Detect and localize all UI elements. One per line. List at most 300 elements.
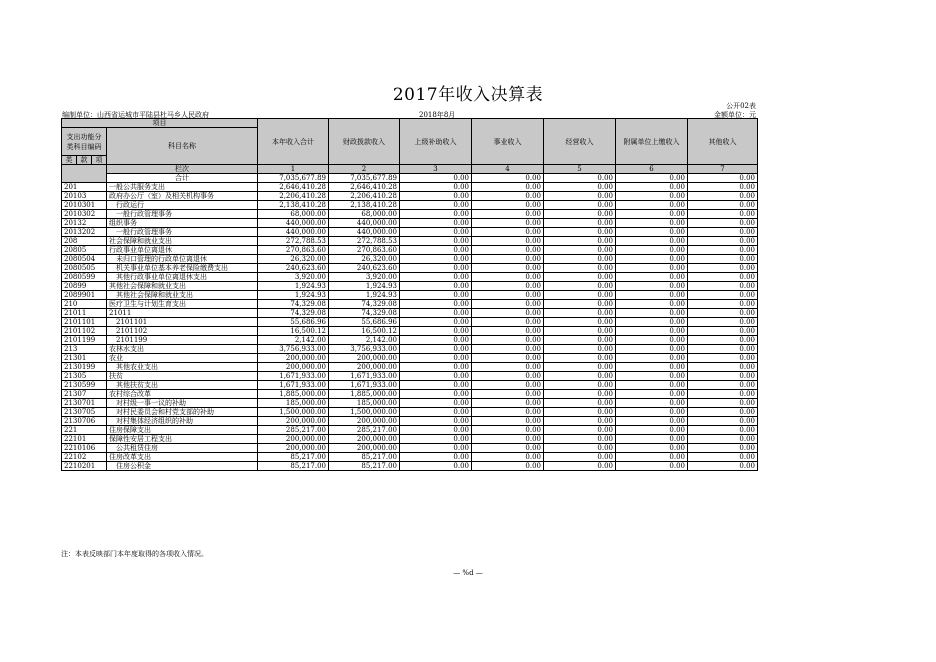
row-name: 行政运行 — [107, 201, 258, 210]
row-code: 221 — [62, 426, 107, 435]
row-fiscal: 272,788.53 — [329, 237, 400, 246]
row-code: 2080504 — [62, 255, 107, 264]
row-zero: 0.00 — [472, 336, 544, 345]
row-zero: 0.00 — [616, 453, 688, 462]
total-value: 7,035,677.89 — [329, 174, 400, 183]
row-name: 2101199 — [107, 336, 258, 345]
row-code: 21307 — [62, 390, 107, 399]
row-zero: 0.00 — [616, 327, 688, 336]
col-number: 1 — [258, 165, 329, 174]
row-zero: 0.00 — [544, 291, 616, 300]
row-zero: 0.00 — [544, 354, 616, 363]
header-col-business: 事业收入 — [472, 119, 544, 165]
row-zero: 0.00 — [400, 399, 472, 408]
row-fiscal: 1,885,000.00 — [329, 390, 400, 399]
row-zero: 0.00 — [400, 192, 472, 201]
header-spacer — [62, 165, 107, 183]
row-total: 85,217.00 — [258, 462, 329, 471]
row-zero: 0.00 — [688, 354, 758, 363]
row-zero: 0.00 — [400, 453, 472, 462]
row-zero: 0.00 — [400, 282, 472, 291]
row-zero: 0.00 — [616, 345, 688, 354]
row-zero: 0.00 — [400, 264, 472, 273]
row-zero: 0.00 — [616, 381, 688, 390]
row-zero: 0.00 — [472, 417, 544, 426]
row-name: 2101102 — [107, 327, 258, 336]
row-zero: 0.00 — [616, 183, 688, 192]
row-code: 2080599 — [62, 273, 107, 282]
row-zero: 0.00 — [472, 372, 544, 381]
row-zero: 0.00 — [688, 327, 758, 336]
row-fiscal: 1,924.93 — [329, 291, 400, 300]
row-total: 1,924.93 — [258, 282, 329, 291]
row-zero: 0.00 — [472, 381, 544, 390]
row-zero: 0.00 — [688, 282, 758, 291]
row-name: 住房保障支出 — [107, 426, 258, 435]
table-row — [62, 426, 758, 435]
amount-unit: 金额单位：元 — [714, 111, 756, 119]
total-row — [62, 174, 758, 183]
row-name: 政府办公厅（室）及相关机构事务 — [107, 192, 258, 201]
table-row — [62, 354, 758, 363]
table-row — [62, 237, 758, 246]
row-name: 保障性安居工程支出 — [107, 435, 258, 444]
row-total: 3,756,933.00 — [258, 345, 329, 354]
total-label: 合计 — [107, 174, 258, 183]
row-total: 74,329.08 — [258, 300, 329, 309]
row-zero: 0.00 — [544, 273, 616, 282]
row-zero: 0.00 — [400, 291, 472, 300]
page-marker: — %d — — [453, 569, 483, 577]
row-zero: 0.00 — [688, 264, 758, 273]
table-row — [62, 462, 758, 471]
total-value: 0.00 — [400, 174, 472, 183]
row-name: 一般行政管理事务 — [107, 210, 258, 219]
row-zero: 0.00 — [688, 237, 758, 246]
table-row — [62, 264, 758, 273]
table-note: 注：本表反映部门本年度取得的各项收入情况。 — [61, 550, 208, 558]
row-zero: 0.00 — [472, 246, 544, 255]
row-fiscal: 1,500,000.00 — [329, 408, 400, 417]
row-code: 2101101 — [62, 318, 107, 327]
row-zero: 0.00 — [544, 453, 616, 462]
row-fiscal: 270,863.60 — [329, 246, 400, 255]
row-zero: 0.00 — [472, 219, 544, 228]
header-col-operating: 经营收入 — [544, 119, 616, 165]
row-code: 20103 — [62, 192, 107, 201]
row-zero: 0.00 — [688, 201, 758, 210]
header-col-subsidiary: 附属单位上缴收入 — [616, 119, 688, 165]
row-zero: 0.00 — [688, 183, 758, 192]
row-zero: 0.00 — [616, 336, 688, 345]
row-total: 2,138,410.28 — [258, 201, 329, 210]
row-zero: 0.00 — [688, 363, 758, 372]
row-zero: 0.00 — [616, 201, 688, 210]
row-zero: 0.00 — [400, 273, 472, 282]
row-zero: 0.00 — [544, 210, 616, 219]
row-code: 208 — [62, 237, 107, 246]
row-zero: 0.00 — [400, 426, 472, 435]
total-value: 0.00 — [544, 174, 616, 183]
row-code: 21301 — [62, 354, 107, 363]
row-zero: 0.00 — [400, 462, 472, 471]
row-code: 2010301 — [62, 201, 107, 210]
row-zero: 0.00 — [472, 300, 544, 309]
table-row — [62, 435, 758, 444]
row-zero: 0.00 — [544, 372, 616, 381]
row-fiscal: 85,217.00 — [329, 453, 400, 462]
row-total: 1,924.93 — [258, 291, 329, 300]
row-zero: 0.00 — [688, 408, 758, 417]
row-zero: 0.00 — [400, 390, 472, 399]
table-row — [62, 246, 758, 255]
row-zero: 0.00 — [400, 408, 472, 417]
row-zero: 0.00 — [544, 390, 616, 399]
row-zero: 0.00 — [616, 228, 688, 237]
row-total: 440,000.00 — [258, 219, 329, 228]
row-code: 2101102 — [62, 327, 107, 336]
row-zero: 0.00 — [616, 444, 688, 453]
table-row — [62, 444, 758, 453]
header-code: 支出功能分类科目编码 — [62, 128, 107, 156]
col-number: 7 — [688, 165, 758, 174]
row-zero: 0.00 — [400, 201, 472, 210]
row-zero: 0.00 — [400, 210, 472, 219]
row-zero: 0.00 — [616, 462, 688, 471]
row-zero: 0.00 — [544, 381, 616, 390]
row-fiscal: 240,623.60 — [329, 264, 400, 273]
total-value: 0.00 — [688, 174, 758, 183]
table-row — [62, 318, 758, 327]
row-total: 3,920.00 — [258, 273, 329, 282]
row-zero: 0.00 — [400, 417, 472, 426]
row-zero: 0.00 — [400, 237, 472, 246]
row-total: 440,000.00 — [258, 228, 329, 237]
total-value: 0.00 — [616, 174, 688, 183]
row-fiscal: 74,329.08 — [329, 300, 400, 309]
table-row — [62, 300, 758, 309]
row-zero: 0.00 — [616, 264, 688, 273]
row-zero: 0.00 — [544, 264, 616, 273]
row-fiscal: 185,000.00 — [329, 399, 400, 408]
row-fiscal: 200,000.00 — [329, 363, 400, 372]
col-number: 3 — [400, 165, 472, 174]
row-name: 住房公积金 — [107, 462, 258, 471]
row-zero: 0.00 — [472, 237, 544, 246]
row-fiscal: 85,217.00 — [329, 462, 400, 471]
row-zero: 0.00 — [616, 318, 688, 327]
row-fiscal: 1,671,933.00 — [329, 381, 400, 390]
table-row — [62, 417, 758, 426]
row-code: 2089901 — [62, 291, 107, 300]
income-table — [61, 118, 758, 471]
row-zero: 0.00 — [544, 183, 616, 192]
row-total: 200,000.00 — [258, 363, 329, 372]
row-zero: 0.00 — [400, 318, 472, 327]
row-zero: 0.00 — [544, 309, 616, 318]
row-zero: 0.00 — [400, 435, 472, 444]
row-code: 22101 — [62, 435, 107, 444]
table-row — [62, 228, 758, 237]
row-total: 74,329.08 — [258, 309, 329, 318]
header-name: 科目名称 — [107, 128, 258, 165]
row-zero: 0.00 — [400, 246, 472, 255]
row-name: 未归口管理的行政单位离退休 — [107, 255, 258, 264]
row-zero: 0.00 — [544, 192, 616, 201]
table-row — [62, 453, 758, 462]
row-fiscal: 200,000.00 — [329, 435, 400, 444]
col-number: 2 — [329, 165, 400, 174]
row-zero: 0.00 — [616, 390, 688, 399]
row-name: 行政事业单位离退休 — [107, 246, 258, 255]
row-zero: 0.00 — [688, 219, 758, 228]
row-name: 组织事务 — [107, 219, 258, 228]
row-zero: 0.00 — [472, 291, 544, 300]
row-zero: 0.00 — [688, 453, 758, 462]
row-zero: 0.00 — [688, 255, 758, 264]
row-total: 2,646,410.28 — [258, 183, 329, 192]
row-zero: 0.00 — [472, 282, 544, 291]
row-zero: 0.00 — [616, 435, 688, 444]
row-name: 医疗卫生与计划生育支出 — [107, 300, 258, 309]
row-zero: 0.00 — [400, 363, 472, 372]
row-fiscal: 2,142.00 — [329, 336, 400, 345]
row-code: 20899 — [62, 282, 107, 291]
row-fiscal: 1,924.93 — [329, 282, 400, 291]
table-row — [62, 390, 758, 399]
row-zero: 0.00 — [688, 381, 758, 390]
header-lanci: 栏次 — [107, 165, 258, 174]
row-total: 272,788.53 — [258, 237, 329, 246]
row-zero: 0.00 — [544, 201, 616, 210]
row-code: 2130599 — [62, 381, 107, 390]
row-zero: 0.00 — [544, 444, 616, 453]
row-name: 对村集体经济组织的补助 — [107, 417, 258, 426]
row-zero: 0.00 — [688, 300, 758, 309]
row-zero: 0.00 — [616, 408, 688, 417]
row-name: 其他农业支出 — [107, 363, 258, 372]
row-fiscal: 55,686.96 — [329, 318, 400, 327]
row-code: 2080505 — [62, 264, 107, 273]
row-zero: 0.00 — [400, 345, 472, 354]
row-zero: 0.00 — [400, 327, 472, 336]
row-fiscal: 440,000.00 — [329, 219, 400, 228]
row-code: 210 — [62, 300, 107, 309]
table-row — [62, 408, 758, 417]
row-zero: 0.00 — [472, 363, 544, 372]
row-zero: 0.00 — [544, 345, 616, 354]
row-name: 其他社会保障和就业支出 — [107, 282, 258, 291]
row-total: 240,623.60 — [258, 264, 329, 273]
row-total: 2,142.00 — [258, 336, 329, 345]
header-project: 项目 — [62, 119, 258, 128]
row-zero: 0.00 — [688, 435, 758, 444]
row-zero: 0.00 — [544, 363, 616, 372]
row-total: 200,000.00 — [258, 354, 329, 363]
row-zero: 0.00 — [616, 219, 688, 228]
row-zero: 0.00 — [472, 354, 544, 363]
row-fiscal: 1,671,933.00 — [329, 372, 400, 381]
col-number: 4 — [472, 165, 544, 174]
row-zero: 0.00 — [472, 255, 544, 264]
table-row — [62, 210, 758, 219]
row-zero: 0.00 — [688, 318, 758, 327]
row-zero: 0.00 — [544, 300, 616, 309]
row-zero: 0.00 — [688, 390, 758, 399]
row-zero: 0.00 — [544, 336, 616, 345]
row-zero: 0.00 — [472, 435, 544, 444]
row-name: 一般公共服务支出 — [107, 183, 258, 192]
row-zero: 0.00 — [616, 291, 688, 300]
row-zero: 0.00 — [688, 309, 758, 318]
row-zero: 0.00 — [544, 462, 616, 471]
row-zero: 0.00 — [472, 345, 544, 354]
table-row — [62, 327, 758, 336]
row-zero: 0.00 — [472, 399, 544, 408]
row-zero: 0.00 — [544, 318, 616, 327]
row-zero: 0.00 — [400, 255, 472, 264]
table-row — [62, 336, 758, 345]
row-zero: 0.00 — [688, 444, 758, 453]
table-row — [62, 399, 758, 408]
row-zero: 0.00 — [400, 300, 472, 309]
header-lei: 类 — [62, 156, 77, 165]
row-zero: 0.00 — [472, 309, 544, 318]
report-title: 2017年收入决算表 — [392, 85, 544, 105]
row-zero: 0.00 — [688, 372, 758, 381]
header-col-superior: 上级补助收入 — [400, 119, 472, 165]
row-name: 其他扶贫支出 — [107, 381, 258, 390]
row-code: 2130706 — [62, 417, 107, 426]
row-zero: 0.00 — [400, 219, 472, 228]
row-code: 2101199 — [62, 336, 107, 345]
row-zero: 0.00 — [400, 372, 472, 381]
row-total: 26,320.00 — [258, 255, 329, 264]
col-number: 6 — [616, 165, 688, 174]
row-zero: 0.00 — [400, 336, 472, 345]
form-code: 公开02表 — [726, 102, 756, 110]
row-zero: 0.00 — [688, 246, 758, 255]
row-zero: 0.00 — [472, 462, 544, 471]
row-zero: 0.00 — [688, 399, 758, 408]
row-zero: 0.00 — [616, 417, 688, 426]
row-fiscal: 440,000.00 — [329, 228, 400, 237]
table-row — [62, 345, 758, 354]
row-code: 213 — [62, 345, 107, 354]
row-zero: 0.00 — [688, 417, 758, 426]
row-total: 1,500,000.00 — [258, 408, 329, 417]
row-zero: 0.00 — [616, 246, 688, 255]
row-zero: 0.00 — [616, 354, 688, 363]
table-row — [62, 273, 758, 282]
row-zero: 0.00 — [544, 408, 616, 417]
row-fiscal: 3,920.00 — [329, 273, 400, 282]
row-name: 其他社会保障和就业支出 — [107, 291, 258, 300]
row-total: 200,000.00 — [258, 435, 329, 444]
row-zero: 0.00 — [688, 426, 758, 435]
row-total: 2,206,410.28 — [258, 192, 329, 201]
row-zero: 0.00 — [472, 426, 544, 435]
table-body — [62, 183, 758, 471]
row-zero: 0.00 — [472, 444, 544, 453]
row-code: 21305 — [62, 372, 107, 381]
row-fiscal: 200,000.00 — [329, 354, 400, 363]
row-zero: 0.00 — [472, 327, 544, 336]
row-fiscal: 26,320.00 — [329, 255, 400, 264]
row-name: 对村民委员会和村党支部的补助 — [107, 408, 258, 417]
row-zero: 0.00 — [616, 426, 688, 435]
total-value: 7,035,677.89 — [258, 174, 329, 183]
row-total: 68,000.00 — [258, 210, 329, 219]
row-zero: 0.00 — [616, 273, 688, 282]
row-name: 一般行政管理事务 — [107, 228, 258, 237]
row-zero: 0.00 — [472, 408, 544, 417]
table-row — [62, 201, 758, 210]
row-zero: 0.00 — [472, 210, 544, 219]
row-name: 住房改革支出 — [107, 453, 258, 462]
table-row — [62, 255, 758, 264]
row-zero: 0.00 — [472, 201, 544, 210]
row-zero: 0.00 — [688, 336, 758, 345]
row-name: 21011 — [107, 309, 258, 318]
row-total: 1,885,000.00 — [258, 390, 329, 399]
row-total: 85,217.00 — [258, 453, 329, 462]
row-total: 185,000.00 — [258, 399, 329, 408]
table-row — [62, 192, 758, 201]
row-code: 2013202 — [62, 228, 107, 237]
row-zero: 0.00 — [472, 390, 544, 399]
table-row — [62, 282, 758, 291]
row-zero: 0.00 — [400, 183, 472, 192]
row-zero: 0.00 — [616, 309, 688, 318]
row-zero: 0.00 — [688, 210, 758, 219]
row-zero: 0.00 — [688, 291, 758, 300]
row-zero: 0.00 — [616, 192, 688, 201]
row-zero: 0.00 — [544, 435, 616, 444]
row-zero: 0.00 — [688, 192, 758, 201]
header-kuan: 款 — [77, 156, 92, 165]
row-total: 270,863.60 — [258, 246, 329, 255]
row-name: 农业 — [107, 354, 258, 363]
row-zero: 0.00 — [616, 255, 688, 264]
row-code: 2210106 — [62, 444, 107, 453]
report-date: 2018年8月 — [419, 111, 456, 119]
row-zero: 0.00 — [472, 183, 544, 192]
row-zero: 0.00 — [544, 399, 616, 408]
table-row — [62, 219, 758, 228]
row-zero: 0.00 — [616, 399, 688, 408]
row-code: 2130701 — [62, 399, 107, 408]
row-fiscal: 74,329.08 — [329, 309, 400, 318]
row-name: 其他行政事业单位离退休支出 — [107, 273, 258, 282]
row-zero: 0.00 — [688, 462, 758, 471]
row-fiscal: 200,000.00 — [329, 417, 400, 426]
row-zero: 0.00 — [400, 309, 472, 318]
row-zero: 0.00 — [544, 327, 616, 336]
row-code: 2210201 — [62, 462, 107, 471]
row-zero: 0.00 — [400, 381, 472, 390]
row-zero: 0.00 — [400, 354, 472, 363]
row-zero: 0.00 — [544, 255, 616, 264]
row-zero: 0.00 — [616, 363, 688, 372]
row-zero: 0.00 — [616, 282, 688, 291]
income-table-container — [61, 118, 757, 471]
row-total: 55,686.96 — [258, 318, 329, 327]
row-name: 农村综合改革 — [107, 390, 258, 399]
row-name: 农林水支出 — [107, 345, 258, 354]
row-zero: 0.00 — [544, 282, 616, 291]
row-fiscal: 2,206,410.28 — [329, 192, 400, 201]
